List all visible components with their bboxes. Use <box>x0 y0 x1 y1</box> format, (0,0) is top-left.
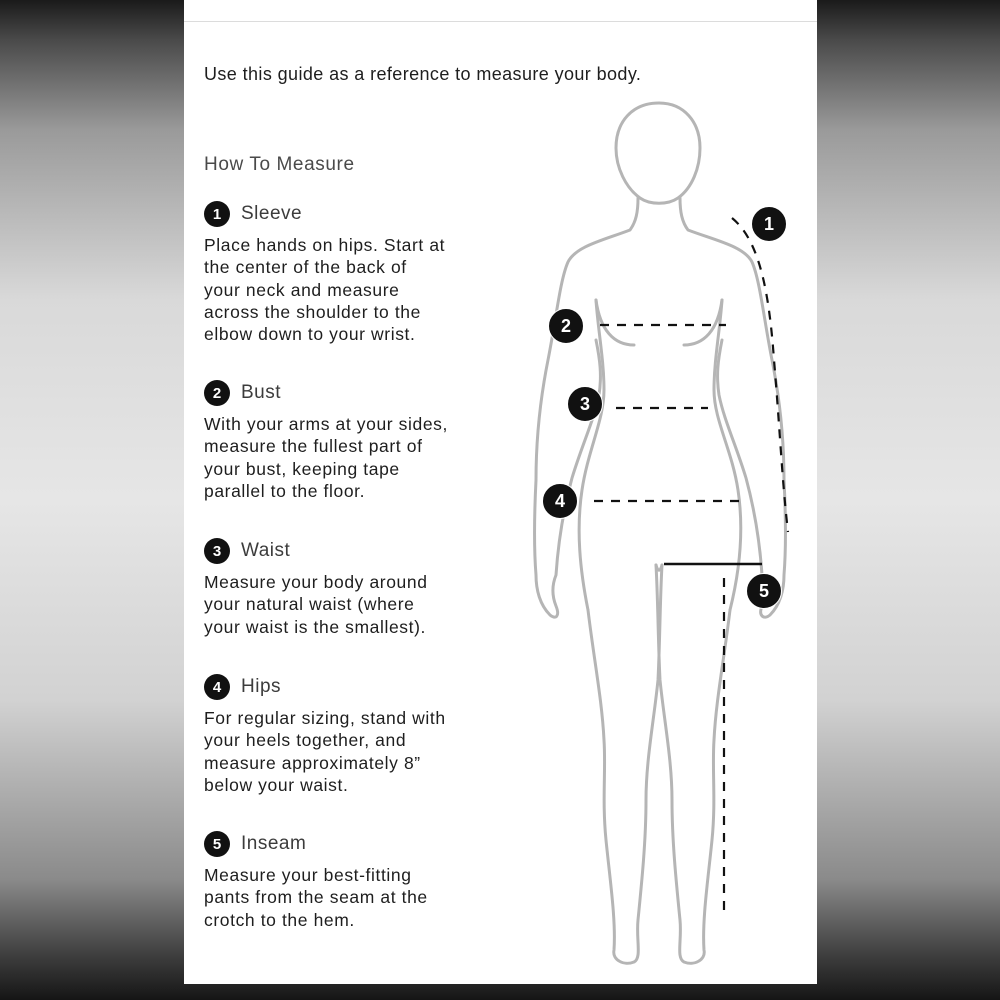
step-name: Hips <box>241 676 282 697</box>
intro-text: Use this guide as a reference to measure your body. <box>204 64 642 84</box>
marker-bust: 2 <box>548 308 584 344</box>
size-guide-card <box>184 0 817 984</box>
marker-inseam: 5 <box>746 573 782 609</box>
step-waist <box>204 537 504 638</box>
marker-waist: 3 <box>567 386 603 422</box>
step-name: Bust <box>241 382 282 403</box>
step-description-line: measure approximately 8” <box>204 752 421 773</box>
step-description-line: crotch to the hem. <box>204 909 355 930</box>
step-name: Sleeve <box>241 203 303 224</box>
step-description-line: measure the fullest part of <box>204 436 423 457</box>
step-inseam <box>204 830 504 931</box>
step-description <box>204 864 504 931</box>
step-description-line: Measure your best-fitting <box>204 865 412 885</box>
step-description-line: parallel to the floor. <box>204 480 366 501</box>
step-sleeve <box>204 200 504 345</box>
step-description-line: the center of the back of <box>204 257 407 278</box>
step-description-line: your natural waist (where <box>204 594 415 615</box>
step-description <box>204 234 504 345</box>
step-number-badge: 3 <box>204 538 230 564</box>
step-hips <box>204 673 504 796</box>
step-bust <box>204 379 504 502</box>
step-number-badge: 5 <box>204 831 230 857</box>
step-description-line: below your waist. <box>204 774 349 795</box>
step-description-line: Measure your body around <box>204 572 428 592</box>
step-description-line: pants from the seam at the <box>204 887 428 908</box>
step-description-line: your neck and measure <box>204 279 400 300</box>
step-description <box>204 571 504 638</box>
marker-hips: 4 <box>542 483 578 519</box>
marker-sleeve: 1 <box>751 206 787 242</box>
step-description-line: Place hands on hips. Start at <box>204 235 446 255</box>
step-number-badge: 1 <box>204 201 230 227</box>
step-description-line: your waist is the smallest). <box>204 616 426 637</box>
step-number-badge: 4 <box>204 674 230 700</box>
top-bar <box>184 0 817 22</box>
step-description-line: For regular sizing, stand with <box>204 708 446 728</box>
sleeve-measure-line <box>732 218 788 532</box>
step-description-line: your heels together, and <box>204 730 407 751</box>
step-name: Waist <box>241 540 291 561</box>
step-description-line: With your arms at your sides, <box>204 414 448 434</box>
step-description-line: elbow down to your wrist. <box>204 324 416 345</box>
step-description <box>204 707 504 796</box>
step-description-line: across the shoulder to the <box>204 301 421 322</box>
step-description-line: your bust, keeping tape <box>204 458 400 479</box>
section-title: How To Measure <box>204 154 355 175</box>
step-number-badge: 2 <box>204 380 230 406</box>
step-name: Inseam <box>241 833 307 854</box>
step-description <box>204 413 504 502</box>
